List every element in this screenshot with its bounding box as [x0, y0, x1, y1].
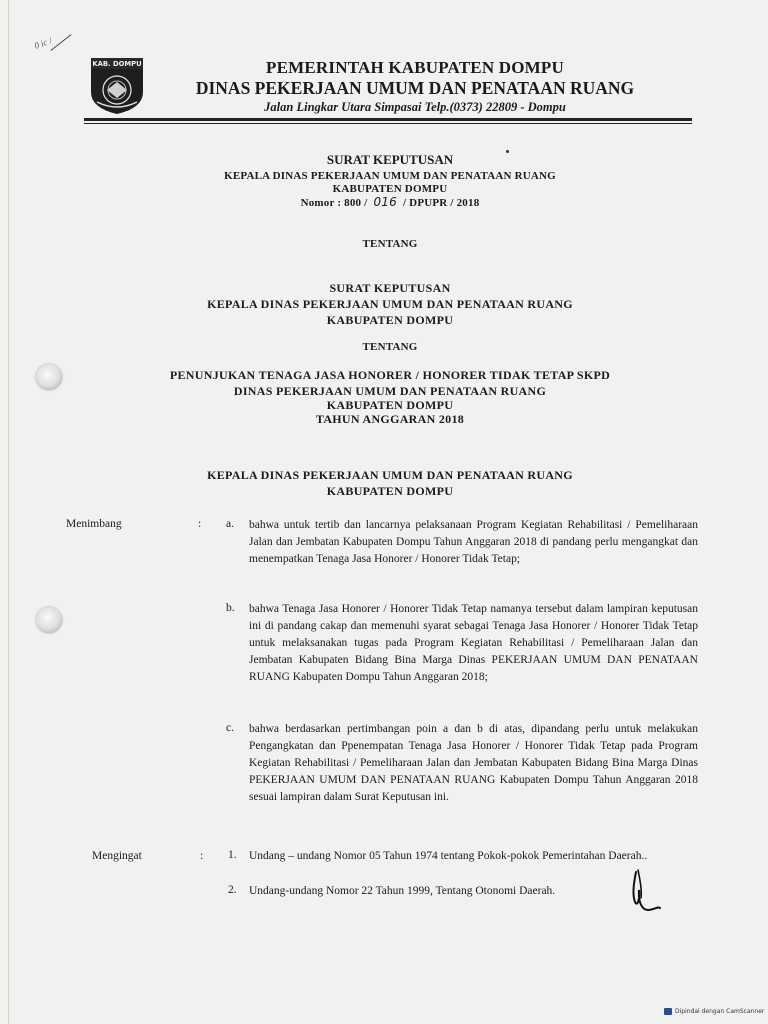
- letterhead-government: PEMERINTAH KABUPATEN DOMPU: [266, 58, 564, 77]
- about-line-2: DINAS PEKERJAAN UMUM DAN PENATAAN RUANG: [233, 384, 547, 398]
- scan-edge-line: [8, 0, 9, 1024]
- about-line-1: PENUNJUKAN TENAGA JASA HONORER / HONORER TIDAK TETAP SKPD: [169, 368, 611, 382]
- mengingat-label: Mengingat: [92, 850, 142, 862]
- official-title-line-2: KABUPATEN DOMPU: [326, 484, 454, 498]
- decree-title: SURAT KEPUTUSAN: [326, 152, 454, 167]
- menimbang-point-letter: c.: [226, 722, 234, 734]
- mengingat-item-text: Undang – undang Nomor 05 Tahun 1974 tentang Pokok-pokok Pemerintahan Daerah..: [249, 850, 648, 862]
- official-title-line-1: KEPALA DINAS PEKERJAAN UMUM DAN PENATAAN RUANG: [207, 468, 573, 482]
- emblem-label: KAB. DOMPU: [92, 60, 142, 68]
- tentang-heading-2: TENTANG: [362, 341, 418, 353]
- mengingat-colon: :: [200, 850, 204, 862]
- menimbang-point-letter: b.: [226, 602, 235, 614]
- about-line-3: KABUPATEN DOMPU: [326, 398, 454, 412]
- mengingat-item-number: 2.: [228, 884, 237, 896]
- corner-handwritten-mark: 0 ic /: [32, 35, 54, 51]
- punch-hole-icon: [36, 607, 62, 633]
- menimbang-point-letter: a.: [226, 518, 234, 530]
- mengingat-item-text: Undang-undang Nomor 22 Tahun 1999, Tentang Otonomi Daerah.: [249, 885, 556, 897]
- decree-number-suffix: / DPUPR / 2018: [402, 197, 480, 209]
- letterhead-thin-rule: [84, 123, 692, 124]
- decree-number-prefix: Nomor : 800 /: [300, 197, 368, 209]
- tentang-heading-1: TENTANG: [362, 238, 418, 250]
- camscanner-text: Dipindai dengan CamScanner: [675, 1008, 765, 1015]
- decree-issuer: KEPALA DINAS PEKERJAAN UMUM DAN PENATAAN RUANG: [224, 170, 556, 182]
- menimbang-colon: :: [198, 518, 202, 530]
- menimbang-point-text: bahwa untuk tertib dan lancarnya pelaksanaan Program Kegiatan Rehabilitasi / Pemeliharaan Jalan dan Jembatan Kabupaten Dompu Tahun Anggaran 2018 di pandang perlu mengangkat dan menempatkan Tenaga Jasa Honorer / Honorer Tidak Tetap;: [249, 519, 698, 565]
- menimbang-point-text: bahwa Tenaga Jasa Honorer / Honorer Tidak Tetap namanya tersebut dalam lampiran keputusan ini di pandang cakap dan memenuhi syarat sebagai Tenaga Jasa Honorer / Honorer Tidak Tetap untuk melaksanakan tugas pada Program Kegiatan Rehabilitasi / Pemeliharaan Jalan dan Jembatan Kabupaten Bidang Bina Marga Dinas PEKERJAAN UMUM DAN PENATAAN RUANG Kabupaten Dompu Tahun Anggaran 2018;: [249, 603, 698, 683]
- pen-stroke-mark: [50, 34, 71, 51]
- subject-title: SURAT KEPUTUSAN: [329, 281, 451, 295]
- letterhead-agency: DINAS PEKERJAAN UMUM DAN PENATAAN RUANG: [195, 78, 635, 98]
- letterhead-thick-rule: [84, 118, 692, 121]
- paraf-signature-icon: [626, 866, 662, 914]
- camscanner-logo-icon: [664, 1008, 672, 1015]
- mengingat-item-number: 1.: [228, 849, 237, 861]
- menimbang-point-text: bahwa berdasarkan pertimbangan poin a dan b di atas, dipandang perlu untuk melakukan Pengangkatan dan Ppenempatan Tenaga Jasa Honorer / Honorer Tidak Tetap pada Program Kegiatan Rehabilitasi / Pemeliharaan Jalan dan Jembatan Kabupaten Bidang Bina Marga Dinas PEKERJAAN UMUM DAN PENATAAN RUANG Kabupaten Dompu Tahun Anggaran 2018 sesuai lampiran dalam Surat Keputusan ini.: [249, 723, 698, 803]
- decree-number-handwritten: 016: [373, 195, 397, 209]
- letterhead-address: Jalan Lingkar Utara Simpasai Telp.(0373) 22809 - Dompu: [264, 100, 566, 114]
- letterhead: [160, 58, 670, 116]
- kabupaten-dompu-emblem-icon: [85, 56, 149, 116]
- decree-number: [90, 196, 690, 210]
- menimbang-label: Menimbang: [66, 518, 122, 530]
- camscanner-watermark: [664, 1008, 764, 1015]
- decree-region: KABUPATEN DOMPU: [332, 183, 448, 195]
- subject-region: KABUPATEN DOMPU: [326, 313, 454, 327]
- punch-hole-icon: [36, 364, 62, 390]
- subject-issuer: KEPALA DINAS PEKERJAAN UMUM DAN PENATAAN RUANG: [207, 297, 573, 311]
- about-line-4: TAHUN ANGGARAN 2018: [315, 412, 465, 426]
